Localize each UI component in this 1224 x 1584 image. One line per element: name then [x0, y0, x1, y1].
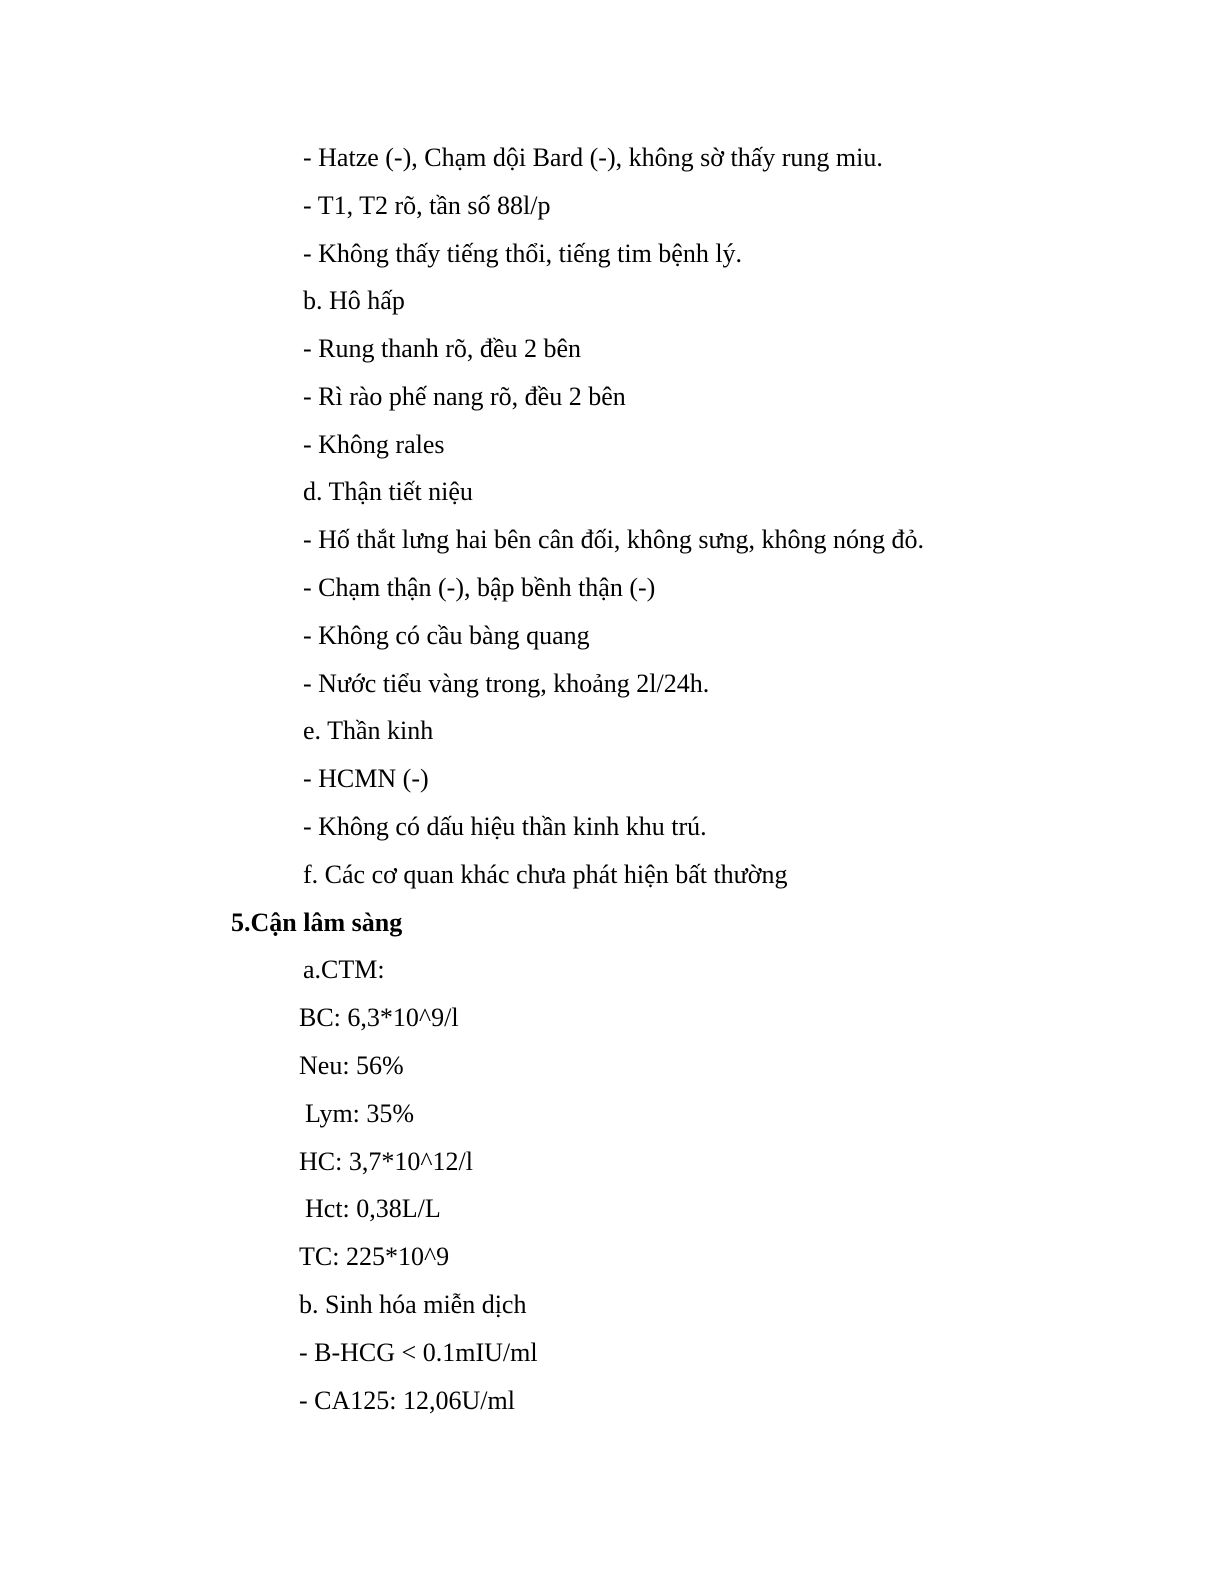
- exam-line-heart-sounds: - T1, T2 rõ, tần số 88l/p: [303, 191, 551, 220]
- exam-line-hatze: - Hatze (-), Chạm dội Bard (-), không sờ thấy rung miu.: [303, 143, 883, 172]
- exam-line-no-murmur: - Không thấy tiếng thổi, tiếng tim bệnh lý.: [303, 239, 743, 268]
- exam-line-bladder: - Không có cầu bàng quang: [303, 621, 590, 650]
- lab-value-hct: Hct: 0,38L/L: [305, 1194, 441, 1223]
- exam-line-kidney: - Chạm thận (-), bập bềnh thận (-): [303, 573, 656, 602]
- lab-value-bc: BC: 6,3*10^9/l: [299, 1003, 459, 1032]
- exam-line-meningeal: - HCMN (-): [303, 764, 429, 793]
- lab-heading-ctm: a.CTM:: [303, 955, 385, 984]
- exam-line-vocal-fremitus: - Rung thanh rõ, đều 2 bên: [303, 334, 582, 363]
- section-title: Cận lâm sàng: [250, 908, 403, 937]
- exam-line-urine: - Nước tiểu vàng trong, khoảng 2l/24h.: [303, 669, 710, 698]
- section-heading-paraclinical: [231, 908, 402, 938]
- exam-line-no-rales: - Không rales: [303, 430, 445, 459]
- lab-value-hc: HC: 3,7*10^12/l: [299, 1147, 473, 1176]
- section-number: 5.: [231, 908, 251, 937]
- lab-value-neu: Neu: 56%: [299, 1051, 404, 1080]
- lab-heading-biochem: b. Sinh hóa miễn dịch: [299, 1290, 527, 1319]
- section-heading-respiratory: b. Hô hấp: [303, 286, 405, 315]
- lab-value-lym: Lym: 35%: [305, 1099, 415, 1128]
- lab-value-tc: TC: 225*10^9: [299, 1242, 450, 1271]
- exam-line-lumbar: - Hố thắt lưng hai bên cân đối, không sưng, không nóng đỏ.: [303, 525, 925, 554]
- exam-line-other-organs: f. Các cơ quan khác chưa phát hiện bất thường: [303, 860, 788, 889]
- lab-value-ca125: - CA125: 12,06U/ml: [299, 1386, 515, 1415]
- section-heading-neuro: e. Thần kinh: [303, 716, 434, 745]
- exam-line-focal-signs: - Không có dấu hiệu thần kinh khu trú.: [303, 812, 707, 841]
- lab-value-bhcg: - B-HCG < 0.1mIU/ml: [299, 1338, 538, 1367]
- exam-line-breath-sounds: - Rì rào phế nang rõ, đều 2 bên: [303, 382, 626, 411]
- section-heading-urinary: d. Thận tiết niệu: [303, 477, 473, 506]
